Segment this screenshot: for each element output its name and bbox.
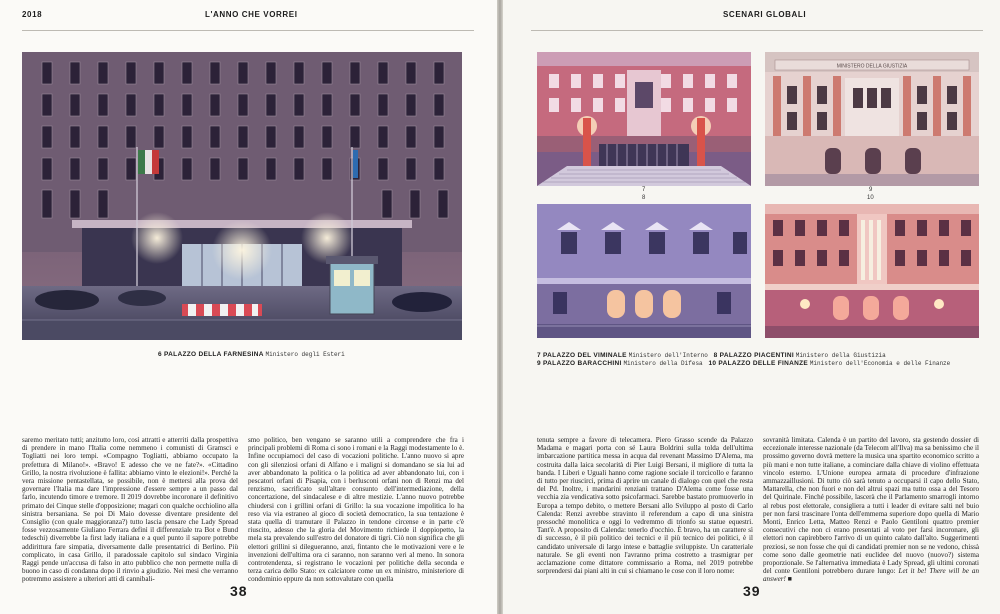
caption-subtitle: Ministero della Difesa — [623, 360, 703, 367]
caption-number: 8 — [713, 352, 718, 359]
caption-title: PALAZZO BARACCHINI — [543, 360, 622, 367]
caption-title: PALAZZO DELLE FINANZE — [718, 360, 809, 367]
caption-number: 6 — [158, 351, 162, 358]
running-head-year: 2018 — [22, 10, 43, 19]
photo-viminale — [537, 52, 751, 186]
piacentini-illustration — [765, 52, 979, 186]
caption-subtitle: Ministero dell'Economia e delle Finanze — [809, 360, 951, 367]
building-inscription: MINISTERO DELLA GIUSTIZIA — [836, 63, 908, 70]
text-column-1: saremo meritato tutti; anzitutto loro, così attratti e atterriti dalla prospettiva di prendere in mano l'Italia come nemmeno i comunisti di Gramsci e Togliatti nei loro tempi. «Compagno Togliatti, abbiamo occupato la prefettura di Milano!». «Bravo! E adesso che ve ne fate?». «Cittadino Grillo, la nostra rivoluzione è fallita: abbiamo vinto le elezioni!». Perché la vera missione pentastellata, se possibile, non è mettersi alla prova del governare l'Italia ma dare l'impressione d'essere sempre a un passo dal farlo, incutendo timore e tremore. Il 2019 dovrebbe incoronare il definitivo primato dei Cinque stelle d'opposizione; magari con qualche occhiolino alla sinistra bersaniana. Se poi Di Maio dovesse diventare presidente del Consiglio (con quale maggioranza?) tutto lascia pensare che Lady Spread fosse vezzosamente Giuliano Ferrara definì il differenziale tra Bot e Bund tedeschi) diverrebbe la first lady italiana e a quel punto il sapore potrebbe addirittura fare simpatia, diversamente dalle presentatrici di Berlino. Più complicato, in casa Grillo, il paradossale capitolo sul sindaco Virginia Raggi pende un'accusa di falso in atto pubblico che non permette nulla di buono in caso di condanna dopo il rinvio a giudizio. Nei mesi che verranno potremmo assistere a ulteriori atti di cannibali- — [22, 436, 238, 584]
photo-baracchini — [537, 204, 751, 338]
caption-title: PALAZZO DELLA FARNESINA — [164, 351, 264, 358]
header-rule — [22, 30, 474, 31]
caption-subtitle: Ministero degli Esteri — [265, 351, 345, 358]
text-column-2: smo politico, ben vengano se saranno utili a comprendere che fra i principali problemi di Roma ci sono i romani e la Raggi modestamente lo è. Infine occupiamoci del caso di vocazioni politiche. L'anno nuovo si apre con gli silenziosi orfani di Alfano e i maligni si domandano se sia lui ad aver abbandonato la politica o la politica ad aver abbandonato lui, con i pescatori orfani di Pisapia, con i berlusconi orfani non di Renzi ma del renzismo, sacrificato sull'altare consunto dell'intermediazione, della concertazione, del sindacalese e di altre mestizie. L'anno nuovo potrebbe chiudersi con i grillini orfani di Grillo: la sua vocazione impolitica lo ha reso via via estraneo al gioco di società democratico, la sua tentazione è stata quella di tramutare il Palazzo in tendone circense e in parte c'è riuscito, adesso che la gloria del Movimento richiede il doppiopetto, la mela sta prevalendo sull'estro del donatore di tigri. Ciò non significa che gli elettori grillini si dilegueranno, anzi, fintanto che le motivazioni vere e le invenzioni dell'ultima ora ci saranno, non saranno veri al meno. In sonora controtendenza, si registrano le vocazioni per politiche della seconda e terza carica dello Stato: ex calciatore come un ex ministro, ministeriore di condominio eppure da non sottovalutare con quella — [248, 436, 464, 584]
caption-viminale — [537, 352, 886, 360]
caption-subtitle: Ministero della Giustizia — [795, 352, 886, 359]
caption-baracchini — [537, 360, 950, 368]
header-rule-right — [531, 30, 983, 31]
running-head-right: SCENARI GLOBALI — [723, 10, 807, 19]
running-head-section: L'ANNO CHE VORREI — [205, 10, 298, 19]
photo-farnesina — [22, 52, 462, 340]
farnesina-illustration — [22, 52, 462, 340]
column-4-closing: Let it be! There will be an answer! — [763, 567, 979, 584]
caption-number: 7 — [537, 352, 541, 359]
photo-finanze — [765, 204, 979, 338]
photo-number-10: 10 — [867, 195, 874, 201]
page-number-right: 39 — [743, 583, 761, 599]
text-column-4: sovranità limitata. Calenda è un partito del lavoro, sta gestendo dossier di eccezionale interesse nazionale (da Telecom all'Ilva) ma sa benissimo che il prossimo governo dovrà mettere la musica una spartito economico scritto a più mani e non tutte italiane, a cominciare dalla chiave di violino effettuata vincolo esterno. L'Unione europea armata di procedure d'infrazione ammazzaillusioni. Di tutto ciò sarà tenuto a occuparsi il capo dello Stato, Mattarella, che non fuori e non del altrui spazi ma tutto ossa a del Tesoro del Quirinale. Finché possibile, lascerà che il Parlamento smarrogli intorno al rebus post elettorale, consigliera a tutti i leader di evitare salti nel buio per non farsi trascinare l'onta dell'emmema superiore dopo quella di Mario Monti, Enrico Letta, Matteo Renzi e Paolo Gentiloni quattro premier consecutivi che non ci erano presentati al voto per farsi incoronare, gli elettori non capirebbero l'arrivo di un quinto calato dall'alto. Suggerimenti preziosi, se non fosse che qui di candidati premier non se ne vedono, chissà come sono dalle geometrie nati euclidee del nuovo (nuovo?) sistema proporzionale. Se l'alternativa immediata è Lady Spread, gli ultimi coronati del conte Gentiloni potrebbero durare lungo: Let it be! There will be an answer! ■ — [763, 436, 979, 584]
photo-number-8: 8 — [642, 195, 646, 201]
left-page — [0, 0, 497, 614]
page-number-left: 38 — [230, 583, 248, 599]
photo-piacentini — [765, 52, 979, 186]
caption-title: PALAZZO DEL VIMINALE — [543, 352, 627, 359]
viminale-illustration — [537, 52, 751, 186]
caption-number: 10 — [708, 360, 717, 367]
caption-subtitle: Ministero dell'Interno — [628, 352, 708, 359]
text-column-3: tenuta sempre a favore di telecamera. Piero Grasso scende da Palazzo Madama e magari porta con sé Laura Boldrini sulla tolda dell'ultima imbarcazione partitica messa in acqua dal revenant Massimo D'Alema, ma costruita dalla laica secolarità di Pier Luigi Bersani, il migliore di tutta la banda. I Liberi e Uguali hanno come ragione sociale il torcicollo e faranno di tutto per riuscirci, prima di aprire un canale di dialogo con quel che resta del Pd. Inoltre, i mandarini renziani trattano D'Alema come fosse una vecchia zia vendicativa sotto psicofarmaci. Sarebbe bastato promuoverlo in Europa a tempo debito, o mettere Bersani allo Sviluppo al posto di Carlo Calenda: Renzi avrebbe stravinto il referendum a capo di una sinistra pressoché monolitica e oggi lo vedremmo di trionfo su statue equestri. Tant'è. A proposito di Calenda: tenerlo d'occhio. È bravo, ha un carattere sì di successo, è il più politico dei tecnici e il più tecnico dei politici, è il candidato universale di largo intese e battaglie sviluppiste. Un caratteriale naturale. Se gli eventi non l'avranno prima costretto a trasmigrar per acclamazione come dittatore commissario a Roma, nel 2019 potrebbe sorprendersi dai piani alti in cui si chiamano le cose con il loro nome: — [537, 436, 753, 576]
column-4-body: sovranità limitata. Calenda è un partito del lavoro, sta gestendo dossier di eccezionale interesse nazionale (da Telecom all'Ilva) ma sa benissimo che il prossimo governo dovrà mettere la musica una spartito economico scritto a più mani e non tutte italiane, a cominciare dalla chiave di violino effettuata vincolo esterno. L'Unione europea armata di procedure d'infrazione ammazzaillusioni. Di tutto ciò sarà tenuto a occuparsi il capo dello Stato, Mattarella, che non fuori e non del altrui spazi ma tutto ossa a del Tesoro del Quirinale. Finché possibile, lascerà che il Parlamento smarrogli intorno al rebus post elettorale, consigliera a tutti i leader di evitare salti nel buio per non farsi trascinare l'onta dell'emmema superiore dopo quella di Mario Monti, Enrico Letta, Matteo Renzi e Paolo Gentiloni quattro premier consecutivi che non ci erano presentati al voto per farsi incoronare, gli elettori non capirebbero l'arrivo di un quinto calato dall'alto. Suggerimenti preziosi, se non fosse che qui di candidati premier non se ne vedono, chissà come sono dalle geometrie nati euclidee del nuovo (nuovo?) sistema proporzionale. Se l'alternativa immediata è Lady Spread, gli ultimi coronati del conte Gentiloni potrebbero durare lungo: — [763, 436, 979, 576]
caption-number: 9 — [537, 360, 541, 367]
finanze-illustration — [765, 204, 979, 338]
baracchini-illustration — [537, 204, 751, 338]
photo-number-9: 9 — [869, 187, 873, 193]
caption-farnesina — [158, 351, 345, 359]
photo-number-7: 7 — [642, 187, 646, 193]
right-page — [503, 0, 1000, 614]
caption-title: PALAZZO PIACENTINI — [719, 352, 794, 359]
